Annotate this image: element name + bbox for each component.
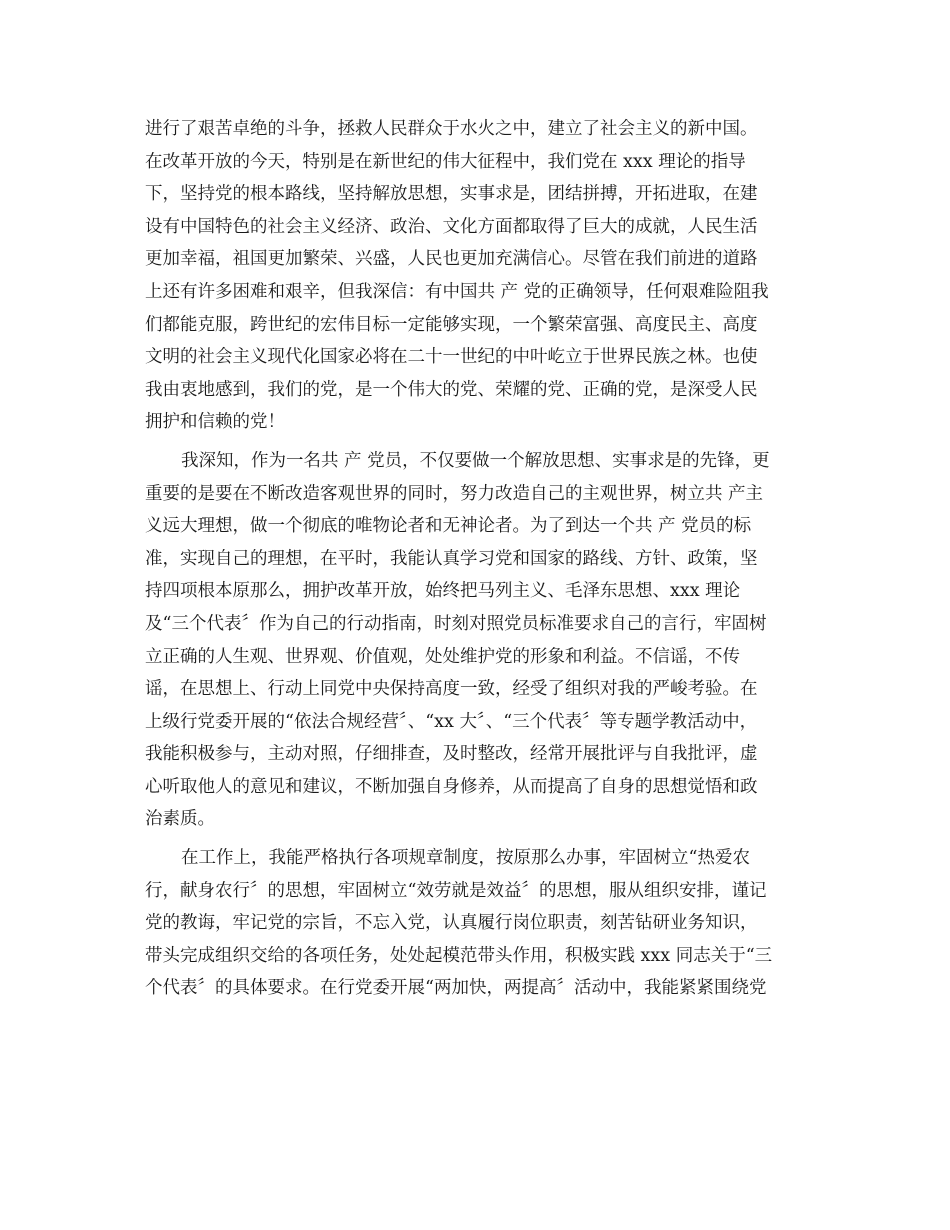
- text-line: 行，献身农行〞的思想，牢固树立“效劳就是效益〞的思想，服从组织安排，谨记: [145, 880, 767, 901]
- text-line: 立正确的人生观、世界观、价值观，处处维护党的形象和利益。不信谣，不传: [145, 646, 740, 667]
- text-line: 党的教诲，牢记党的宗旨，不忘入党，认真履行岗位职责，刻苦钻研业务知识，: [145, 913, 758, 934]
- text-line: 更加幸福，祖国更加繁荣、兴盛，人民也更加充满信心。尽管在我们前进的道路: [145, 249, 758, 270]
- text-line: 心听取他人的意见和建议，不断加强自身修养，从而提高了自身的思想觉悟和政: [145, 776, 758, 797]
- text-line: 我由衷地感到，我们的党，是一个伟大的党、荣耀的党、正确的党，是深受人民: [145, 379, 758, 400]
- text-line: 设有中国特色的社会主义经济、政治、文化方面都取得了巨大的成就，人民生活: [145, 216, 758, 237]
- text-line: 义远大理想，做一个彻底的唯物论者和无神论者。为了到达一个共 产 党员的标: [145, 516, 752, 537]
- paragraph: [145, 113, 805, 439]
- text-line: 治素质。: [145, 809, 215, 830]
- text-line: 带头完成组织交给的各项任务，处处起模范带头作用，积极实践 xxx 同志关于“三: [145, 945, 773, 966]
- text-line: 下，坚持党的根本路线，坚持解放思想，实事求是，团结拼搏，开拓进取，在建: [145, 184, 758, 205]
- text-line: 重要的是要在不断改造客观世界的同时，努力改造自己的主观世界，树立共 产主: [145, 483, 764, 504]
- text-line: 个代表〞的具体要求。在行党委开展“两加快，两提高〞活动中，我能紧紧围绕党: [145, 978, 767, 999]
- text-line: 在改革开放的今天，特别是在新世纪的伟大征程中，我们党在 xxx 理论的指导: [145, 151, 746, 172]
- text-line: 拥护和信赖的党！: [145, 412, 285, 433]
- paragraph: [145, 842, 805, 1005]
- text-line: 持四项根本原那么，拥护改革开放，始终把马列主义、毛泽东思想、xxx 理论: [145, 581, 741, 602]
- text-line: 准，实现自己的理想，在平时，我能认真学习党和国家的路线、方针、政策，坚: [145, 548, 758, 569]
- text-line: 上还有许多困难和艰辛，但我深信：有中国共 产 党的正确领导，任何艰难险阻我: [145, 281, 769, 302]
- text-line: 及“三个代表〞作为自己的行动指南，时刻对照党员标准要求自己的言行，牢固树: [145, 613, 767, 634]
- text-line: 文明的社会主义现代化国家必将在二十一世纪的中叶屹立于世界民族之林。也使: [145, 347, 758, 368]
- body-text: [145, 113, 805, 1005]
- text-line: 们都能克服，跨世纪的宏伟目标一定能够实现，一个繁荣富强、高度民主、高度: [145, 314, 758, 335]
- paragraph: [145, 445, 805, 836]
- text-line: 我能积极参与，主动对照，仔细排查，及时整改，经常开展批评与自我批评，虚: [145, 744, 758, 765]
- text-line: 我深知，作为一名共 产 党员，不仅要做一个解放思想、实事求是的先锋，更: [181, 450, 770, 471]
- text-line: 上级行党委开展的“依法合规经营〞、“xx 大〞、“三个代表〞等专题学教活动中，: [145, 711, 758, 732]
- text-line: 在工作上，我能严格执行各项规章制度，按原那么办事，牢固树立“热爱农: [181, 848, 750, 869]
- text-line: 谣，在思想上、行动上同党中央保持高度一致，经受了组织对我的严峻考验。在: [145, 679, 758, 700]
- text-line: 进行了艰苦卓绝的斗争，拯救人民群众于水火之中，建立了社会主义的新中国。: [145, 119, 758, 139]
